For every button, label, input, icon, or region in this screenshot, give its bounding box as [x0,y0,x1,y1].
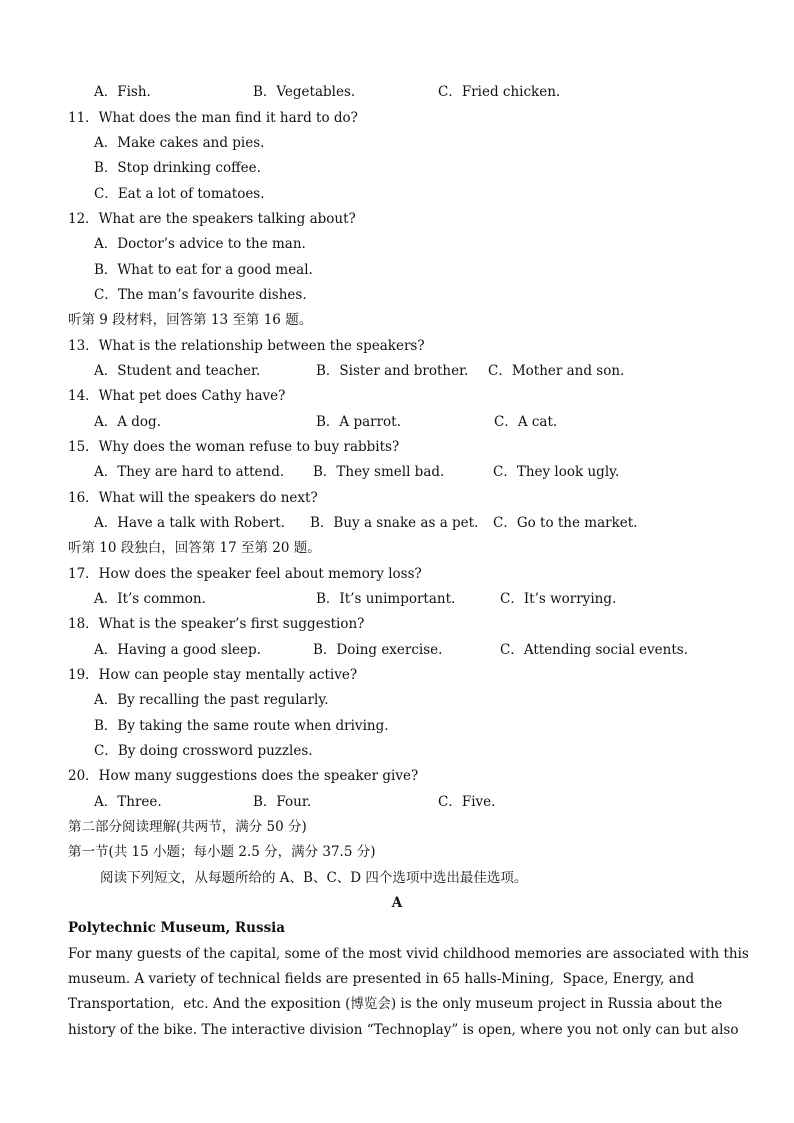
q20-option-c: C．Five. [438,794,496,810]
q11-option-b: B．Stop drinking coffee. [94,160,261,176]
q16-option-a: A．Have a talk with Robert. [94,515,285,531]
q14-question: 14．What pet does Cathy have? [68,388,286,404]
q11-question: 11．What does the man find it hard to do? [68,110,358,126]
q19-question: 19．How can people stay mentally active? [68,667,358,683]
passage-letter: A [391,895,403,911]
q18-option-a: A．Having a good sleep. [94,642,261,658]
q18-option-c: C．Attending social events. [500,642,688,658]
q13-question: 13．What is the relationship between the speakers? [68,338,425,354]
passage-line-3: Transportation, etc. And the exposition (博览会) is the only museum project in Russia about the [68,996,723,1012]
q13-option-b: B．Sister and brother. [316,363,469,379]
q14-option-a: A．A dog. [94,414,161,430]
q16-option-c: C．Go to the market. [493,515,638,531]
q20-option-b: B．Four. [253,794,312,810]
q17-option-b: B．It’s unimportant. [316,591,456,607]
q15-option-c: C．They look ugly. [493,464,620,480]
q17-question: 17．How does the speaker feel about memory loss? [68,566,422,582]
q19-option-b: B．By taking the same route when driving. [94,718,389,734]
passage-line-1: For many guests of the capital, some of the most vivid childhood memories are associated with this [68,946,749,962]
q12-option-a: A．Doctor’s advice to the man. [94,236,306,252]
q19-option-a: A．By recalling the past regularly. [94,692,329,708]
q12-question: 12．What are the speakers talking about? [68,211,356,227]
q18-option-b: B．Doing exercise. [313,642,443,658]
q16-question: 16．What will the speakers do next? [68,490,318,506]
q20-question: 20．How many suggestions does the speaker give? [68,768,419,784]
section-9-instruction: 听第 9 段材料，回答第 13 至第 16 题。 [68,312,313,328]
q10-option-c: C．Fried chicken. [438,84,561,100]
q17-option-c: C．It’s worrying. [500,591,617,607]
q16-option-b: B．Buy a snake as a pet. [310,515,479,531]
q14-option-b: B．A parrot. [316,414,401,430]
q12-option-c: C．The man’s favourite dishes. [94,287,307,303]
q12-option-b: B．What to eat for a good meal. [94,262,313,278]
q13-option-c: C．Mother and son. [488,363,625,379]
passage-title: Polytechnic Museum, Russia [68,920,286,936]
q14-option-c: C．A cat. [494,414,558,430]
passage-line-4: history of the bike. The interactive division “Technoplay” is open, where you not only can but also [68,1022,739,1038]
reading-instruction: 阅读下列短文，从每题所给的 A、B、C、D 四个选项中选出最佳选项。 [100,870,528,886]
part-2-title: 第二部分阅读理解(共两节，满分 50 分) [68,819,307,835]
q18-question: 18．What is the speaker’s first suggestion? [68,616,365,632]
q15-question: 15．Why does the woman refuse to buy rabbits? [68,439,400,455]
q13-option-a: A．Student and teacher. [94,363,261,379]
q10-option-a: A．Fish. [94,84,151,100]
q20-option-a: A．Three. [94,794,162,810]
passage-line-2: museum. A variety of technical fields are presented in 65 halls-Mining, Space, Energy, and [68,971,695,987]
q19-option-c: C．By doing crossword puzzles. [94,743,313,759]
q11-option-c: C．Eat a lot of tomatoes. [94,186,265,202]
q15-option-a: A．They are hard to attend. [94,464,285,480]
q15-option-b: B．They smell bad. [313,464,445,480]
q11-option-a: A．Make cakes and pies. [94,135,265,151]
q10-option-b: B．Vegetables. [253,84,356,100]
section-1-title: 第一节(共 15 小题；每小题 2.5 分，满分 37.5 分) [68,844,376,860]
q17-option-a: A．It’s common. [94,591,206,607]
section-10-instruction: 听第 10 段独白，回答第 17 至第 20 题。 [68,540,321,556]
